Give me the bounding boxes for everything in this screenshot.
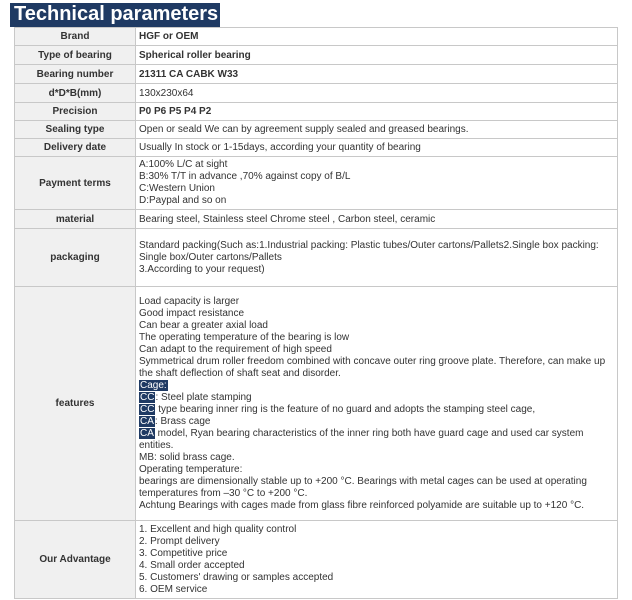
cage-highlight: Cage: xyxy=(140,379,167,391)
value-brand: HGF or OEM xyxy=(136,28,618,46)
feature-op-temp: Operating temperature: xyxy=(139,463,243,475)
value-material: Bearing steel, Stainless steel Chrome steel , Carbon steel, ceramic xyxy=(136,210,618,229)
label-features: features xyxy=(15,287,136,521)
table-row xyxy=(15,46,618,65)
advantage-line: 4. Small order accepted xyxy=(139,559,245,571)
feature-entities: entities. xyxy=(139,439,174,451)
value-sealing: Open or seald We can by agreement supply sealed and greased bearings. xyxy=(136,121,618,139)
cc-code-highlight: CC xyxy=(140,391,155,403)
feature-line: Can bear a greater axial load xyxy=(139,319,268,331)
parameters-table xyxy=(14,27,618,599)
ca-code-highlight: CA xyxy=(140,427,154,439)
table-row xyxy=(15,139,618,157)
table-row xyxy=(15,521,618,599)
table-row xyxy=(15,157,618,210)
table-row xyxy=(15,229,618,287)
feature-ca1 xyxy=(139,416,617,428)
value-features xyxy=(136,287,618,521)
feature-line: Load capacity is larger xyxy=(139,295,240,307)
ca2-text: model, Ryan bearing characteristics of the inner ring both have guard cage and used car system xyxy=(154,427,584,439)
feature-cc2 xyxy=(139,404,617,416)
table-row xyxy=(15,210,618,229)
advantage-line: 2. Prompt delivery xyxy=(139,535,220,547)
advantage-line: 1. Excellent and high quality control xyxy=(139,523,297,535)
feature-ca2 xyxy=(139,428,617,440)
table-row xyxy=(15,84,618,103)
cc-code-highlight: CC xyxy=(140,403,155,415)
payment-line: B:30% T/T in advance ,70% against copy of B/L xyxy=(139,171,351,182)
label-precision: Precision xyxy=(15,103,136,121)
label-advantage: Our Advantage xyxy=(15,521,136,599)
feature-cc1 xyxy=(139,392,617,404)
feature-metal-cages: bearings are dimensionally stable up to +200 °C. Bearings with metal cages can be used at operating temperatures from –30 °C to +200 °C. xyxy=(139,475,587,499)
label-sealing: Sealing type xyxy=(15,121,136,139)
cc1-text: : Steel plate stamping xyxy=(155,391,252,403)
table-row xyxy=(15,121,618,139)
feature-cage-heading xyxy=(139,380,617,392)
feature-line: The operating temperature of the bearing is low xyxy=(139,331,350,343)
advantage-line: 3. Competitive price xyxy=(139,547,228,559)
feature-symmetrical: Symmetrical drum roller freedom combined with concave outer ring groove plate. Therefore, can make up the shaft deflection of shaft seat and disorder. xyxy=(139,355,606,379)
payment-line: A:100% L/C at sight xyxy=(139,159,228,170)
ca-code-highlight: CA xyxy=(140,415,154,427)
label-packaging: packaging xyxy=(15,229,136,287)
label-payment: Payment terms xyxy=(15,157,136,210)
value-delivery: Usually In stock or 1-15days, according your quantity of bearing xyxy=(136,139,618,157)
payment-line: D:Paypal and so on xyxy=(139,195,227,206)
advantage-line: 5. Customers' drawing or samples accepted xyxy=(139,571,334,583)
table-row xyxy=(15,28,618,46)
table-row xyxy=(15,65,618,84)
label-number: Bearing number xyxy=(15,65,136,84)
page-title: Technical parameters: xyxy=(14,3,225,25)
feature-line: Good impact resistance xyxy=(139,307,245,319)
advantage-line: 6. OEM service xyxy=(139,583,208,595)
value-dims: 130x230x64 xyxy=(136,84,618,103)
feature-achtung: Achtung Bearings with cages made from glass fibre reinforced polyamide are suitable up to +120 °C. xyxy=(139,499,585,511)
packaging-line: Standard packing(Such as:1.Industrial packing: Plastic tubes/Outer cartons/Pallets2.Single box packing: xyxy=(139,239,599,251)
ca1-text: : Brass cage xyxy=(154,415,211,427)
value-packaging xyxy=(136,229,618,287)
label-material: material xyxy=(15,210,136,229)
table-row xyxy=(15,287,618,521)
value-advantage xyxy=(136,521,618,599)
label-delivery: Delivery date xyxy=(15,139,136,157)
payment-line: C:Western Union xyxy=(139,183,215,194)
label-type: Type of bearing xyxy=(15,46,136,65)
value-type: Spherical roller bearing xyxy=(136,46,618,65)
feature-mb: MB: solid brass cage. xyxy=(139,451,235,463)
label-dims: d*D*B(mm) xyxy=(15,84,136,103)
value-payment xyxy=(136,157,618,210)
value-number: 21311 CA CABK W33 xyxy=(136,65,618,84)
cc2-text: type bearing inner ring is the feature of no guard and adopts the stamping steel cage, xyxy=(155,403,536,415)
label-brand: Brand xyxy=(15,28,136,46)
value-precision: P0 P6 P5 P4 P2 xyxy=(136,103,618,121)
feature-line: Can adapt to the requirement of high speed xyxy=(139,343,332,355)
packaging-line: Single box/Outer cartons/Pallets xyxy=(139,251,282,263)
table-row xyxy=(15,103,618,121)
packaging-line: 3.According to your request) xyxy=(139,263,265,275)
